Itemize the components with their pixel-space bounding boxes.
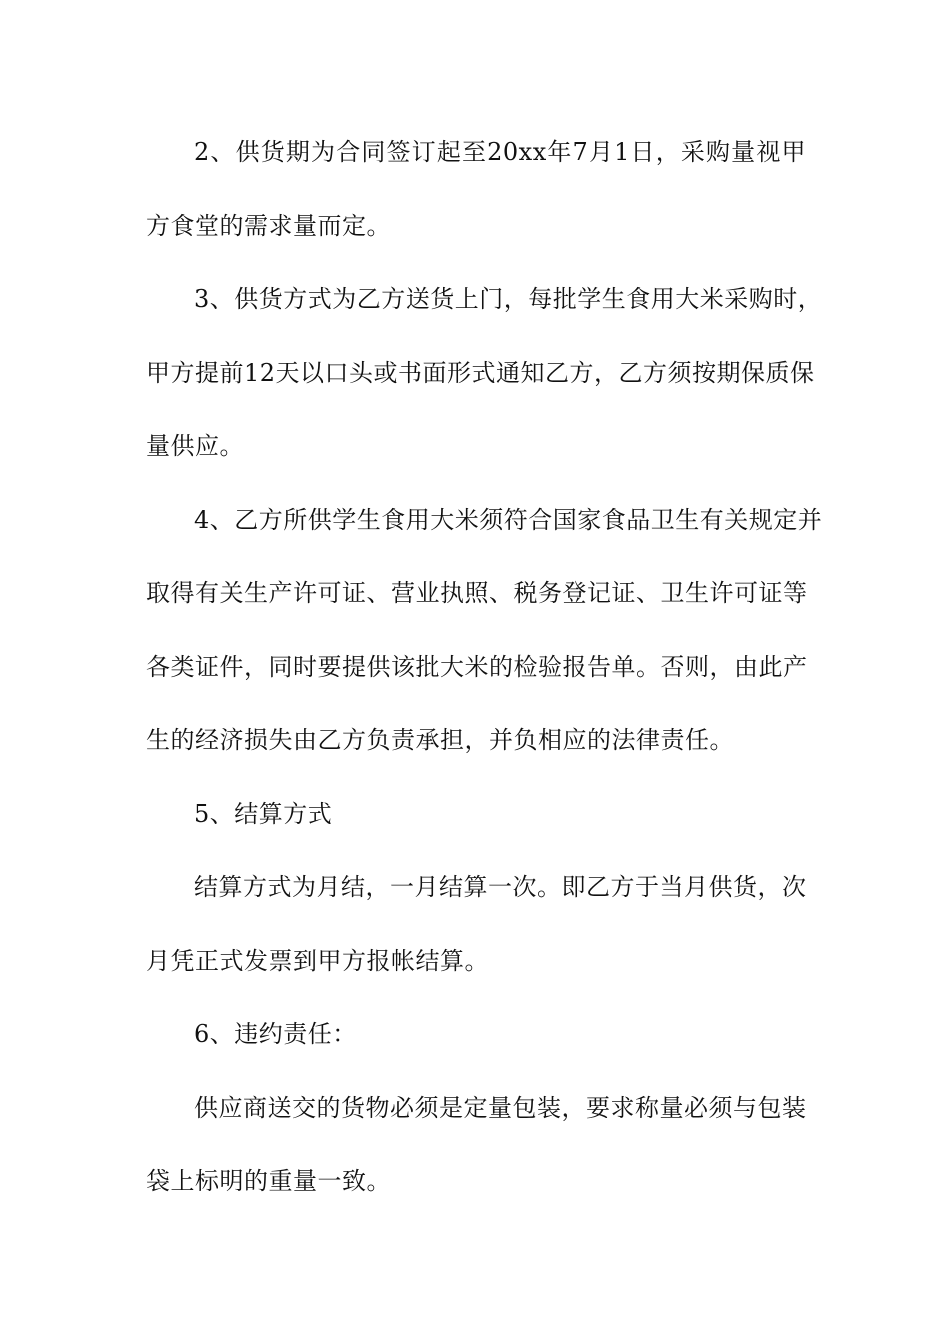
clause-4-line-4: 生的经济损失由乙方负责承担，并负相应的法律责任。 <box>146 726 734 754</box>
clause-3-line-1: 3、供货方式为乙方送货上门，每批学生食用大米采购时， <box>194 285 823 313</box>
clause-3-line-2: 甲方提前12天以口头或书面形式通知乙方，乙方须按期保质保 <box>146 358 815 387</box>
clause-5-heading: 5、结算方式 <box>194 799 333 828</box>
settlement-line-2: 月凭正式发票到甲方报帐结算。 <box>146 946 489 975</box>
clause-3-line-3: 量供应。 <box>146 432 244 460</box>
clause-2-line-1: 2、供货期为合同签订起至20xx年7月1日，采购量视甲 <box>194 138 806 166</box>
document-body <box>146 128 823 1231</box>
settlement-line-1: 结算方式为月结，一月结算一次。即乙方于当月供货，次 <box>194 873 807 901</box>
clause-4-line-1: 4、乙方所供学生食用大米须符合国家食品卫生有关规定并 <box>194 505 823 534</box>
clause-6-heading: 6、违约责任： <box>194 1020 357 1048</box>
liability-line-1: 供应商送交的货物必须是定量包装，要求称量必须与包装 <box>194 1093 807 1122</box>
liability-line-2: 袋上标明的重量一致。 <box>146 1167 391 1195</box>
clause-4-line-2: 取得有关生产许可证、营业执照、税务登记证、卫生许可证等 <box>146 579 808 607</box>
clause-2-line-2: 方食堂的需求量而定。 <box>146 211 391 240</box>
clause-4-line-3: 各类证件，同时要提供该批大米的检验报告单。否则，由此产 <box>146 652 808 681</box>
